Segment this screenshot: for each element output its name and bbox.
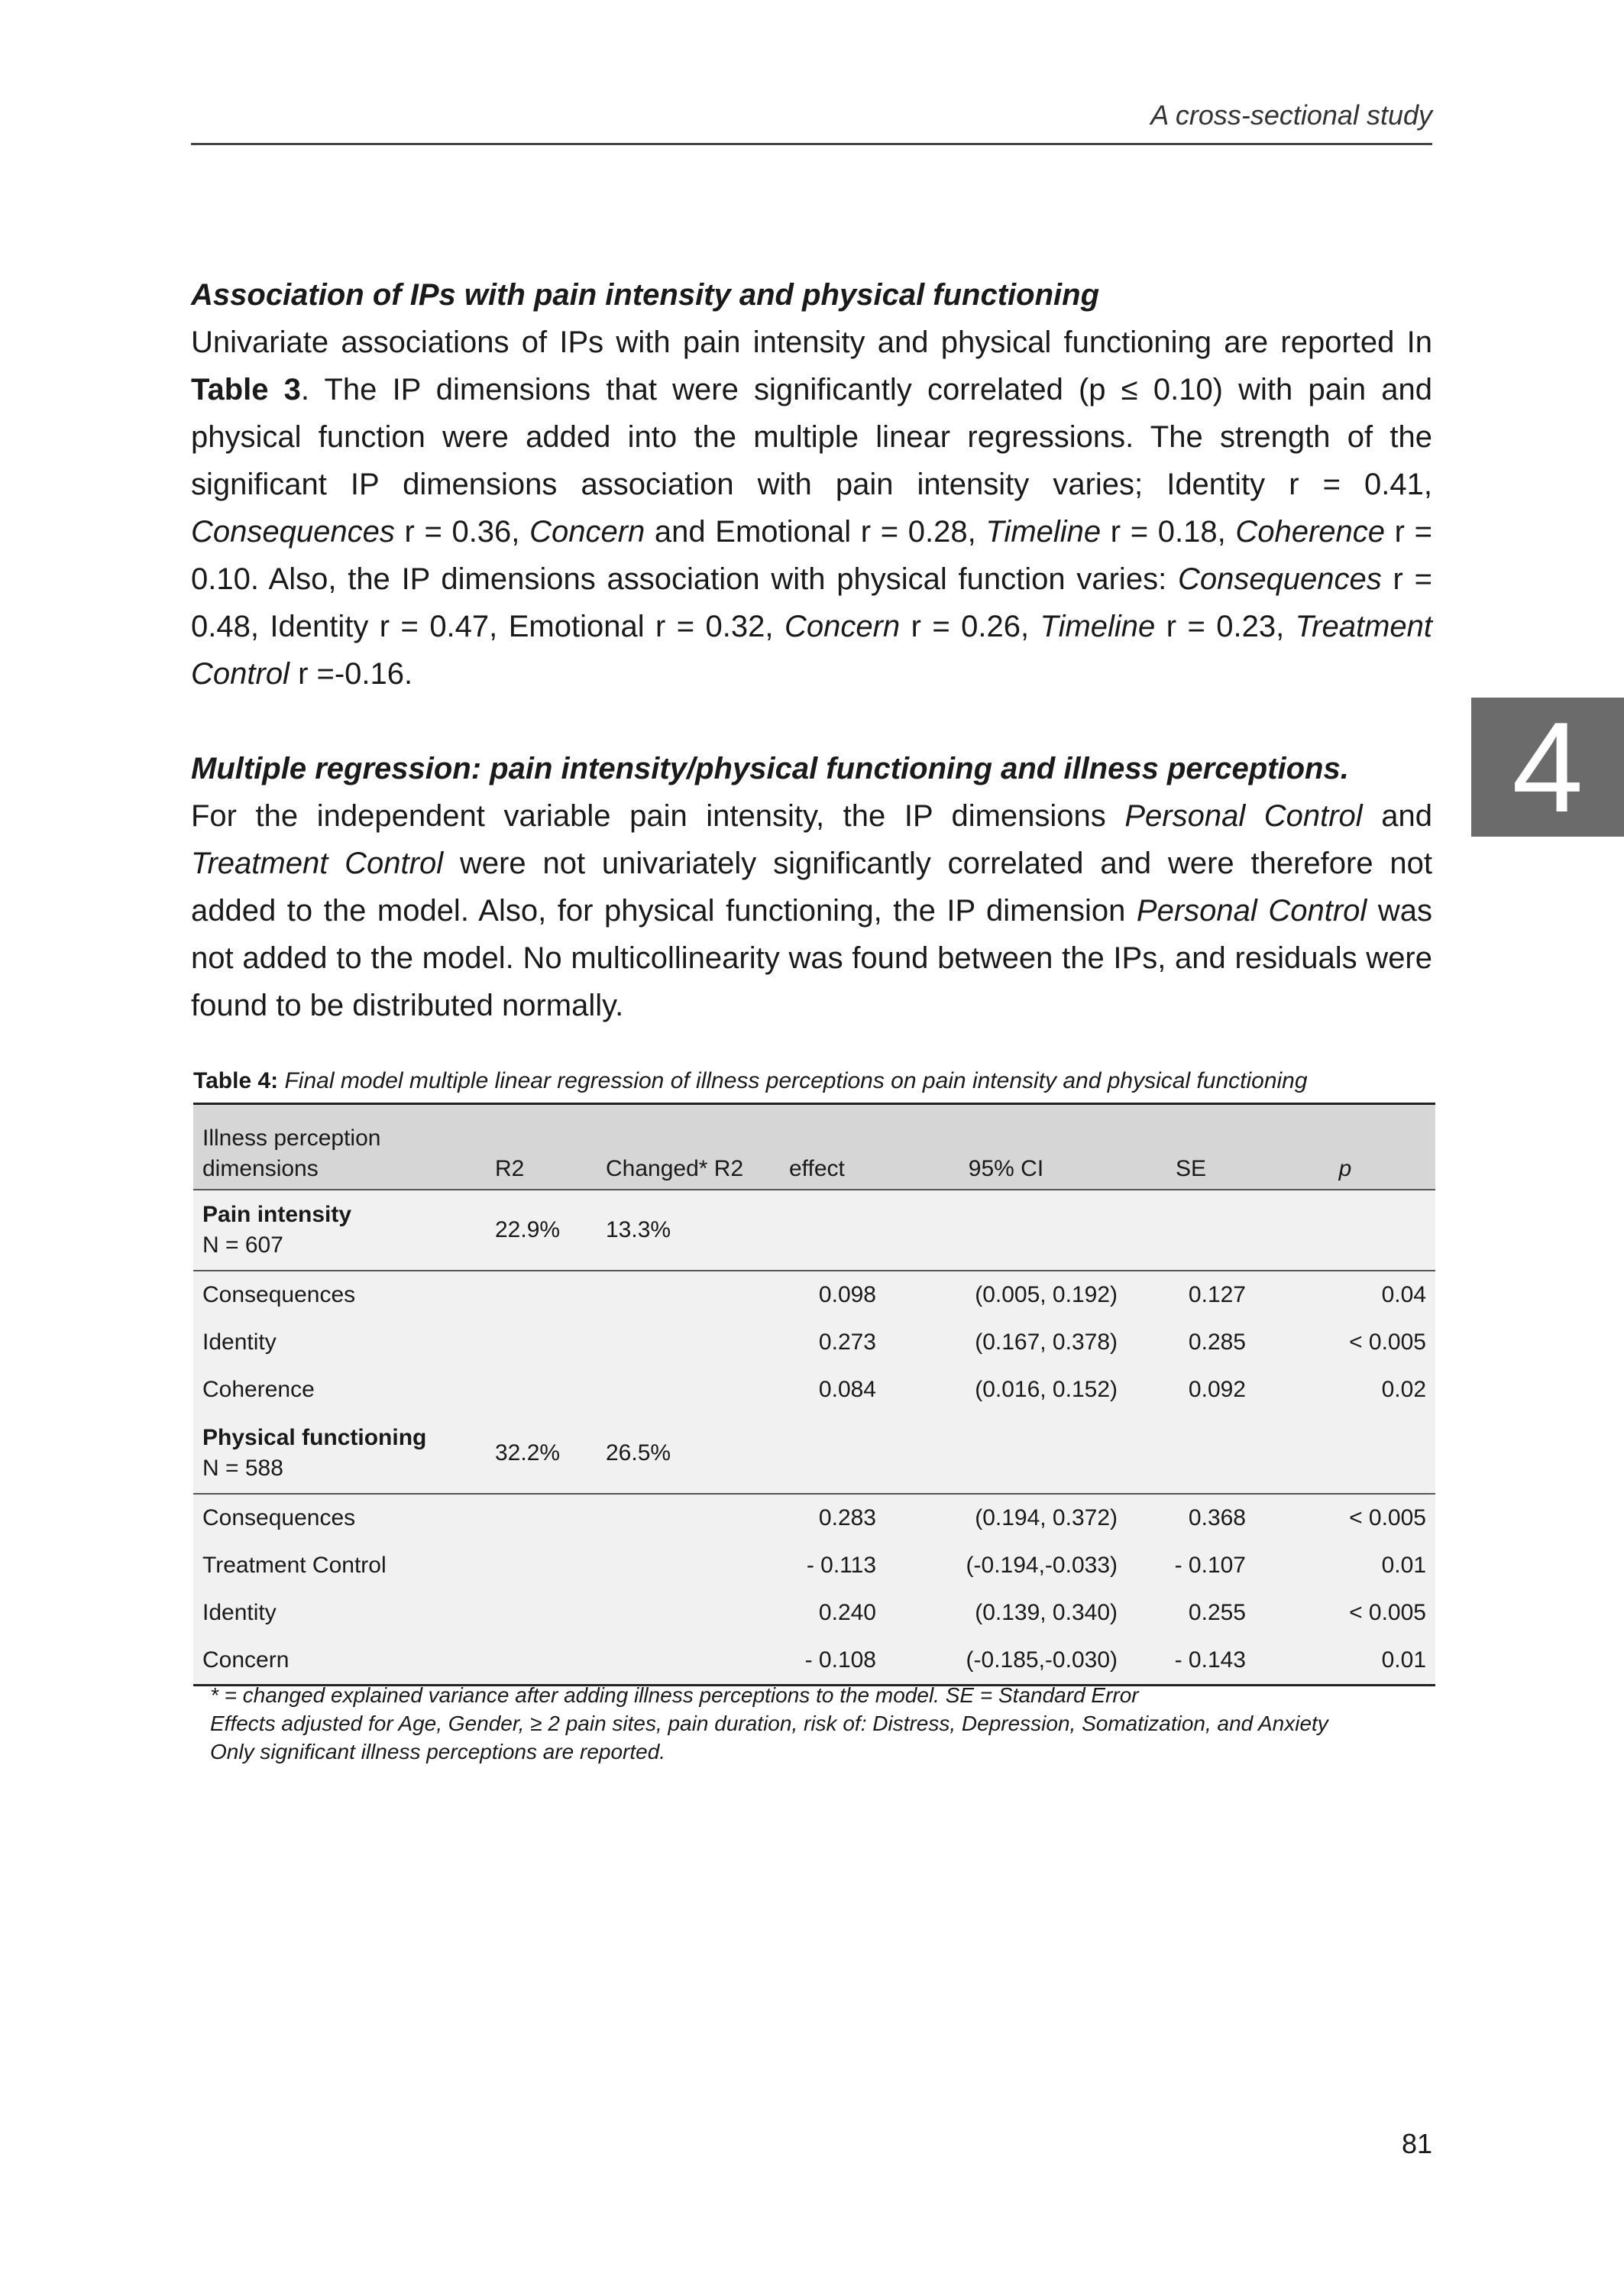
section-title: Multiple regression: pain intensity/physical functioning and illness perceptions. [191, 752, 1349, 785]
effect-cell: 0.098 [818, 1282, 876, 1307]
column-header-changed-r2: Changed* R2 [597, 1104, 780, 1190]
page-number: 81 [1401, 2128, 1432, 2159]
empty-cell [597, 1542, 780, 1589]
section-paragraph [191, 792, 1432, 1029]
ci-cell: (-0.185,-0.030) [885, 1637, 1127, 1686]
se-cell: 0.368 [1188, 1505, 1246, 1530]
text-run: Table 3 [191, 373, 301, 406]
section-association [191, 271, 1432, 698]
header-rule [191, 143, 1432, 145]
empty-cell [486, 1637, 597, 1686]
text-run: Treatment Control [191, 610, 1432, 691]
group-sample-size: N = 588 [202, 1456, 283, 1481]
text-run: Personal Control [1136, 894, 1367, 928]
text-run: Personal Control [1124, 799, 1363, 833]
text-run: Concern [529, 515, 645, 549]
empty-cell [486, 1589, 597, 1637]
table-note: Effects adjusted for Age, Gender, ≥ 2 pain sites, pain duration, risk of: Distress, Depression, Somatization, and Anxiety [210, 1712, 1328, 1735]
changed-r2-cell: 13.3% [597, 1190, 780, 1271]
group-sample-size: N = 607 [202, 1232, 283, 1258]
text-run: and Emotional r = 0.28, [645, 515, 986, 549]
chapter-tab: 4 [1471, 698, 1624, 837]
column-header-se: SE [1127, 1104, 1255, 1190]
text-run: r = 0.26, [900, 610, 1040, 643]
empty-cell [885, 1414, 1127, 1494]
table-row [193, 1637, 1435, 1686]
dimension-cell: Coherence [202, 1377, 315, 1402]
table-group-row [193, 1414, 1435, 1494]
column-header-ci: 95% CI [885, 1104, 1127, 1190]
empty-cell [597, 1589, 780, 1637]
p-value-cell: 0.01 [1255, 1637, 1435, 1686]
p-value-cell: 0.02 [1381, 1377, 1426, 1402]
section-multiple-regression [191, 745, 1432, 1029]
text-run: r = 0.48, Identity r = 0.47, Emotional r = 0.32, [191, 562, 1432, 643]
group-name: Physical functioning [202, 1425, 427, 1450]
table-row [193, 1542, 1435, 1589]
section-title: Association of IPs with pain intensity and physical functioning [191, 278, 1100, 312]
text-run: Concern [784, 610, 901, 643]
section-paragraph [191, 319, 1432, 698]
text-run: were not univariately significantly correlated and were therefore not added to the model. Also, for physical functioning, the IP dimension [191, 847, 1433, 928]
empty-cell [486, 1319, 597, 1366]
ci-cell: (0.016, 0.152) [975, 1377, 1118, 1402]
column-header-r2: R2 [486, 1104, 597, 1190]
dimension-cell: Consequences [202, 1282, 356, 1307]
p-value-cell: < 0.005 [1349, 1505, 1426, 1530]
se-cell: - 0.143 [1127, 1637, 1255, 1686]
p-value-cell: 0.01 [1381, 1553, 1426, 1578]
se-cell: 0.255 [1188, 1600, 1246, 1625]
empty-cell [780, 1190, 885, 1271]
table-caption-label: Table 4: [193, 1068, 279, 1093]
empty-cell [1255, 1190, 1435, 1271]
table-notes [210, 1681, 1432, 1766]
column-header-p: p [1255, 1104, 1435, 1190]
table-caption-text: Final model multiple linear regression of illness perceptions on pain intensity and physical functioning [278, 1068, 1308, 1093]
text-run: Timeline [985, 515, 1102, 549]
column-header-dimension: Illness perception dimensions [193, 1104, 486, 1190]
table-row [193, 1494, 1435, 1542]
dimension-cell: Concern [193, 1637, 486, 1686]
p-value-cell: < 0.005 [1349, 1600, 1426, 1625]
table-row [193, 1319, 1435, 1366]
ci-cell: (0.139, 0.340) [975, 1600, 1118, 1625]
column-header-effect: effect [780, 1104, 885, 1190]
r2-cell: 22.9% [486, 1190, 597, 1271]
ci-cell: (0.167, 0.378) [975, 1329, 1118, 1355]
ci-cell: (-0.194,-0.033) [966, 1553, 1118, 1578]
dimension-cell: Treatment Control [202, 1553, 387, 1578]
empty-cell [486, 1366, 597, 1414]
text-run: Treatment Control [191, 847, 444, 880]
text-run: r =-0.16. [289, 657, 413, 691]
table-note: Only significant illness perceptions are reported. [210, 1740, 666, 1763]
text-run: Timeline [1040, 610, 1156, 643]
table-note: * = changed explained variance after adding illness perceptions to the model. SE = Standard Error [210, 1683, 1139, 1707]
text-run: was not added to the model. No multicollinearity was found between the IPs, and residuals were found to be distributed normally. [191, 894, 1433, 1022]
empty-cell [597, 1366, 780, 1414]
dimension-cell: Identity [202, 1600, 277, 1625]
empty-cell [486, 1494, 597, 1542]
empty-cell [486, 1271, 597, 1319]
group-label-cell [193, 1190, 486, 1271]
running-head: A cross-sectional study [1150, 99, 1432, 131]
dimension-cell: Identity [202, 1329, 277, 1355]
se-cell: 0.127 [1188, 1282, 1246, 1307]
text-run: r = 0.18, [1101, 515, 1236, 549]
table-row [193, 1271, 1435, 1319]
effect-cell: 0.240 [818, 1600, 876, 1625]
table-row [193, 1366, 1435, 1414]
empty-cell [885, 1190, 1127, 1271]
p-value-cell: 0.04 [1381, 1282, 1426, 1307]
empty-cell [1127, 1190, 1255, 1271]
text-run: . The IP dimensions that were significantly correlated (p ≤ 0.10) with pain and physical function were added into the multiple linear regressions. The strength of the significant IP dimensions association with pain intensity varies; Identity r = 0.41, [191, 373, 1432, 501]
text-run: Coherence [1235, 515, 1386, 549]
effect-cell: 0.273 [818, 1329, 876, 1355]
empty-cell [1127, 1414, 1255, 1494]
effect-cell: - 0.108 [780, 1637, 885, 1686]
r2-cell: 32.2% [486, 1414, 597, 1494]
table-header-row [193, 1104, 1435, 1190]
empty-cell [597, 1319, 780, 1366]
changed-r2-cell: 26.5% [597, 1414, 780, 1494]
empty-cell [780, 1414, 885, 1494]
text-run: Univariate associations of IPs with pain intensity and physical functioning are reported In [191, 325, 1432, 359]
se-cell: - 0.107 [1174, 1553, 1246, 1578]
ci-cell: (0.194, 0.372) [975, 1505, 1118, 1530]
table-caption [193, 1068, 1438, 1094]
table-row [193, 1589, 1435, 1637]
text-run: and [1362, 799, 1432, 833]
group-name: Pain intensity [202, 1202, 352, 1227]
se-cell: 0.092 [1188, 1377, 1246, 1402]
text-run: r = 0.23, [1155, 610, 1296, 643]
text-run: Consequences [1177, 562, 1382, 596]
effect-cell: 0.283 [818, 1505, 876, 1530]
ci-cell: (0.005, 0.192) [975, 1282, 1118, 1307]
empty-cell [597, 1494, 780, 1542]
group-label-cell [193, 1414, 486, 1494]
text-run: Consequences [191, 515, 395, 549]
text-run: r = 0.36, [394, 515, 530, 549]
se-cell: 0.285 [1188, 1329, 1246, 1355]
dimension-cell: Consequences [202, 1505, 356, 1530]
empty-cell [597, 1637, 780, 1686]
table-group-row [193, 1190, 1435, 1271]
empty-cell [1255, 1414, 1435, 1494]
effect-cell: - 0.113 [806, 1553, 876, 1578]
effect-cell: 0.084 [818, 1377, 876, 1402]
empty-cell [486, 1542, 597, 1589]
empty-cell [597, 1271, 780, 1319]
text-run: r = 0.10. Also, the IP dimensions association with physical function varies: [191, 515, 1432, 596]
p-value-cell: < 0.005 [1349, 1329, 1426, 1355]
regression-table [193, 1103, 1435, 1686]
text-run: For the independent variable pain intensity, the IP dimensions [191, 799, 1125, 833]
